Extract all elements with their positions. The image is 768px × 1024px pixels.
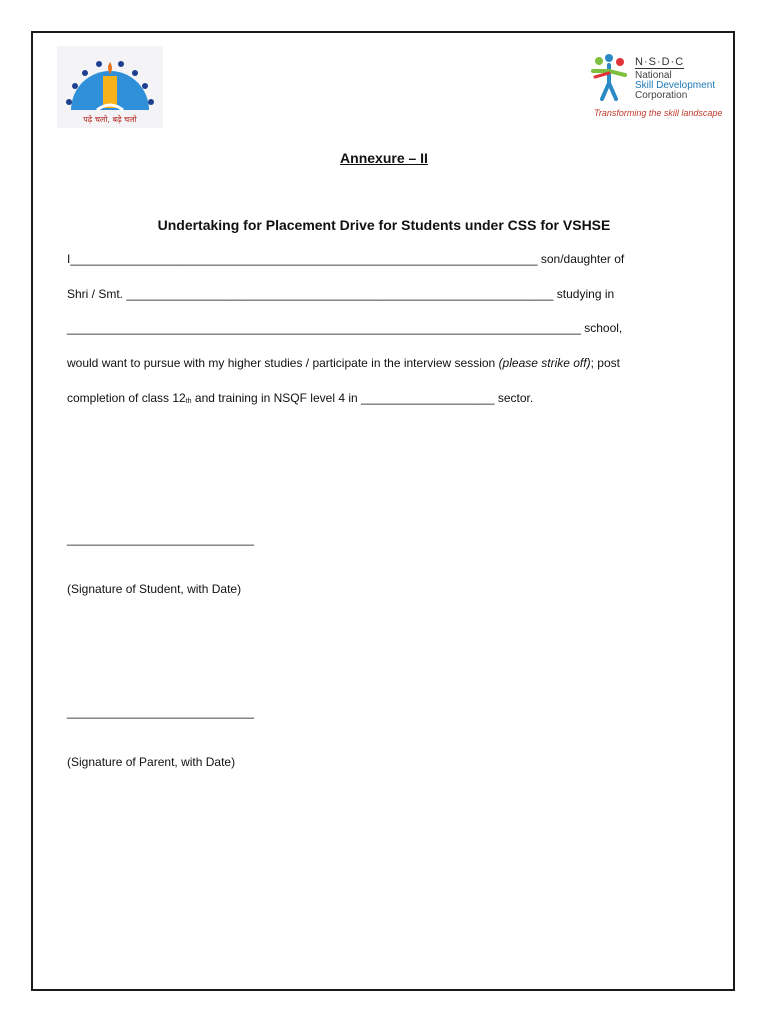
line-5-start: completion of class 12: [67, 391, 186, 405]
body-line-1: [67, 252, 624, 266]
body-line-2: [67, 287, 614, 301]
annexure-heading: Annexure – II: [340, 150, 428, 166]
student-signature-line: ____________________________: [67, 532, 254, 546]
parent-name-blank: ________________________________________________________________: [126, 287, 554, 301]
parent-signature-line: ____________________________: [67, 705, 254, 719]
student-signature-label: (Signature of Student, with Date): [67, 582, 242, 596]
nsdc-line-2: Skill Development: [635, 80, 716, 91]
document-title: Undertaking for Placement Drive for Students under CSS for VSHSE: [157, 217, 611, 233]
nsdc-tagline: Transforming the skill landscape: [594, 108, 723, 118]
nsdc-line-1: National: [635, 70, 672, 81]
line-3-end: school,: [580, 321, 623, 335]
nsdc-line-3: Corporation: [635, 90, 688, 101]
line-1-end: son/daughter of: [537, 252, 625, 266]
line-5-end: sector.: [494, 391, 534, 405]
line-2-end: studying in: [553, 287, 615, 301]
body-line-4: [67, 356, 620, 370]
strike-off-note: (please strike off): [498, 356, 591, 370]
line-2-start: Shri / Smt.: [67, 287, 127, 301]
page-border: [31, 31, 735, 991]
line-1-start: I: [67, 252, 71, 266]
line-5-superscript: th: [185, 398, 192, 405]
line-4-start: would want to pursue with my higher studies / participate in the interview session: [67, 356, 499, 370]
line-4-end: ; post: [590, 356, 620, 370]
body-line-5: [67, 391, 533, 405]
school-blank: _____________________________________________________________________________: [67, 321, 581, 335]
nsdc-logo: [585, 53, 725, 123]
line-5-mid: and training in NSQF level 4 in: [191, 391, 361, 405]
parent-signature-label: (Signature of Parent, with Date): [67, 755, 236, 769]
name-blank: ______________________________________________________________________: [70, 252, 538, 266]
sector-blank: ____________________: [361, 391, 495, 405]
logo-caption: पढ़े चलो, बढ़े चलो: [83, 115, 137, 124]
nsdc-figure-icon: [585, 53, 633, 105]
body-line-3: [67, 321, 622, 335]
padhe-chalo-logo: [57, 46, 163, 128]
nsdc-abbr: N·S·D·C: [635, 56, 685, 68]
